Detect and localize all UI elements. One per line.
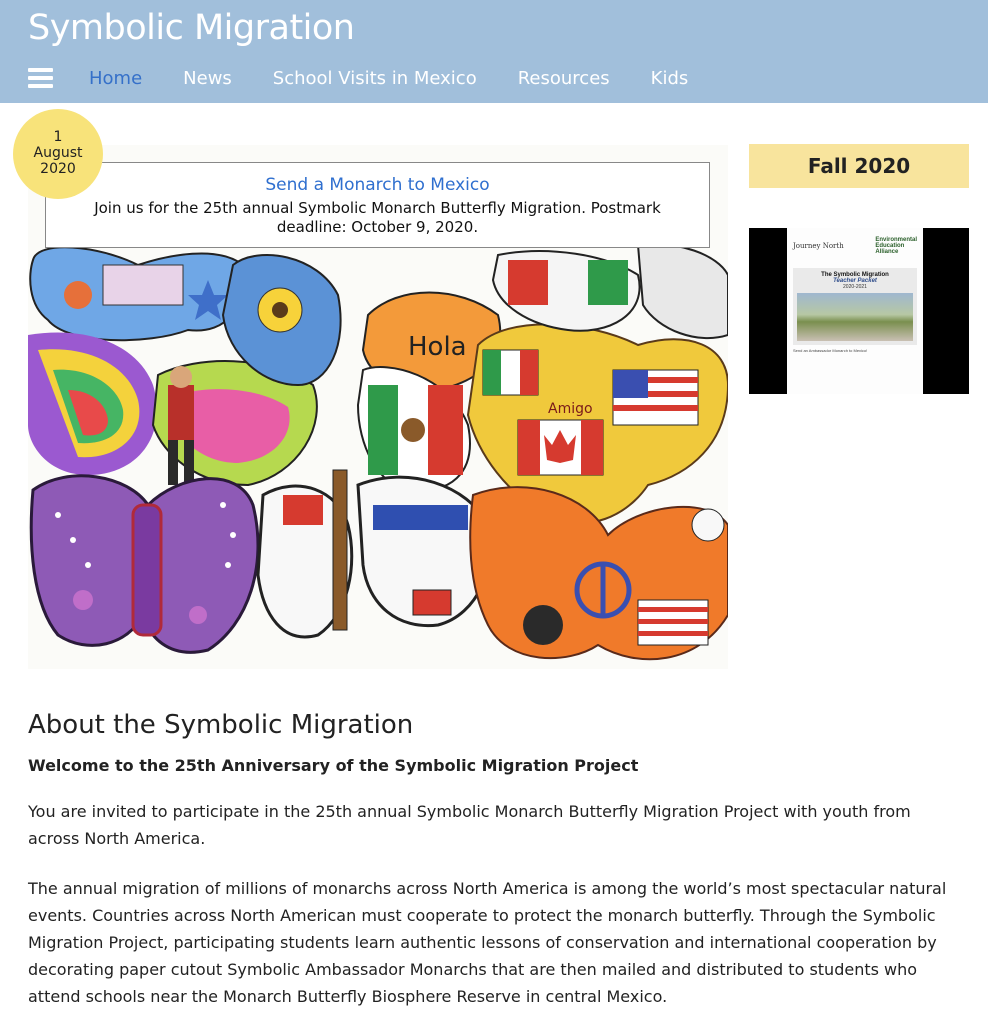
featured-post-box [45,162,710,248]
nav-news[interactable]: News [183,68,232,89]
date-badge [13,109,103,199]
featured-post-link[interactable]: Send a Monarch to Mexico [265,175,490,195]
packet-years: 2020-2021 [843,284,867,290]
packet-title: The Symbolic Migration [821,272,889,278]
teacher-packet-thumbnail[interactable] [749,228,969,394]
featured-post-excerpt: Join us for the 25th annual Symbolic Monarch Butterfly Migration. Postmark deadline: October 9, 2020. [94,199,661,236]
nav-resources[interactable]: Resources [517,68,610,89]
site-header [0,0,988,103]
main-nav [89,68,729,89]
date-day: 1 [53,129,63,145]
svg-text:Amigo: Amigo [548,401,593,417]
nav-kids[interactable]: Kids [650,68,689,89]
packet-footer: Send an Ambassador Monarch to Mexico! [793,348,868,353]
packet-group-photo [797,293,913,341]
nav-home[interactable]: Home [89,68,143,89]
journey-north-logo: Journey North [793,242,844,250]
packet-cover [787,228,923,394]
date-year: 2020 [40,161,76,177]
packet-logos [793,234,917,258]
svg-text:Hola: Hola [408,332,467,362]
nav-school-visits[interactable]: School Visits in Mexico [272,68,477,89]
migration-paragraph: The annual migration of millions of monarchs across North America is among the world’s most spectacular natural events. Countries across North American must cooperate to protect the monarch butterfly. Through the Symbolic Migration Project, participating students learn authentic lessons of conservation and international cooperation by decorating paper cutout Symbolic Ambassador Monarchs that are then mailed and distributed to students who attend schools near the Monarch Butterfly Biosphere Reserve in central Mexico. [28,879,947,1006]
date-month: August [33,145,83,161]
hamburger-menu-icon[interactable] [28,68,53,88]
intro-paragraph: You are invited to participate in the 25th annual Symbolic Monarch Butterfly Migration Project with youth from across North America. [28,802,911,848]
about-section [28,710,963,1010]
about-heading: About the Symbolic Migration [28,710,414,740]
packet-subtitle: Teacher Packet [833,278,877,284]
site-title[interactable]: Symbolic Migration [28,8,355,48]
sidebar-heading: Fall 2020 [749,144,969,188]
about-subheading: Welcome to the 25th Anniversary of the Symbolic Migration Project [28,756,639,775]
packet-title-card [793,268,917,345]
eea-logo: Environmental Education Alliance [875,237,917,255]
